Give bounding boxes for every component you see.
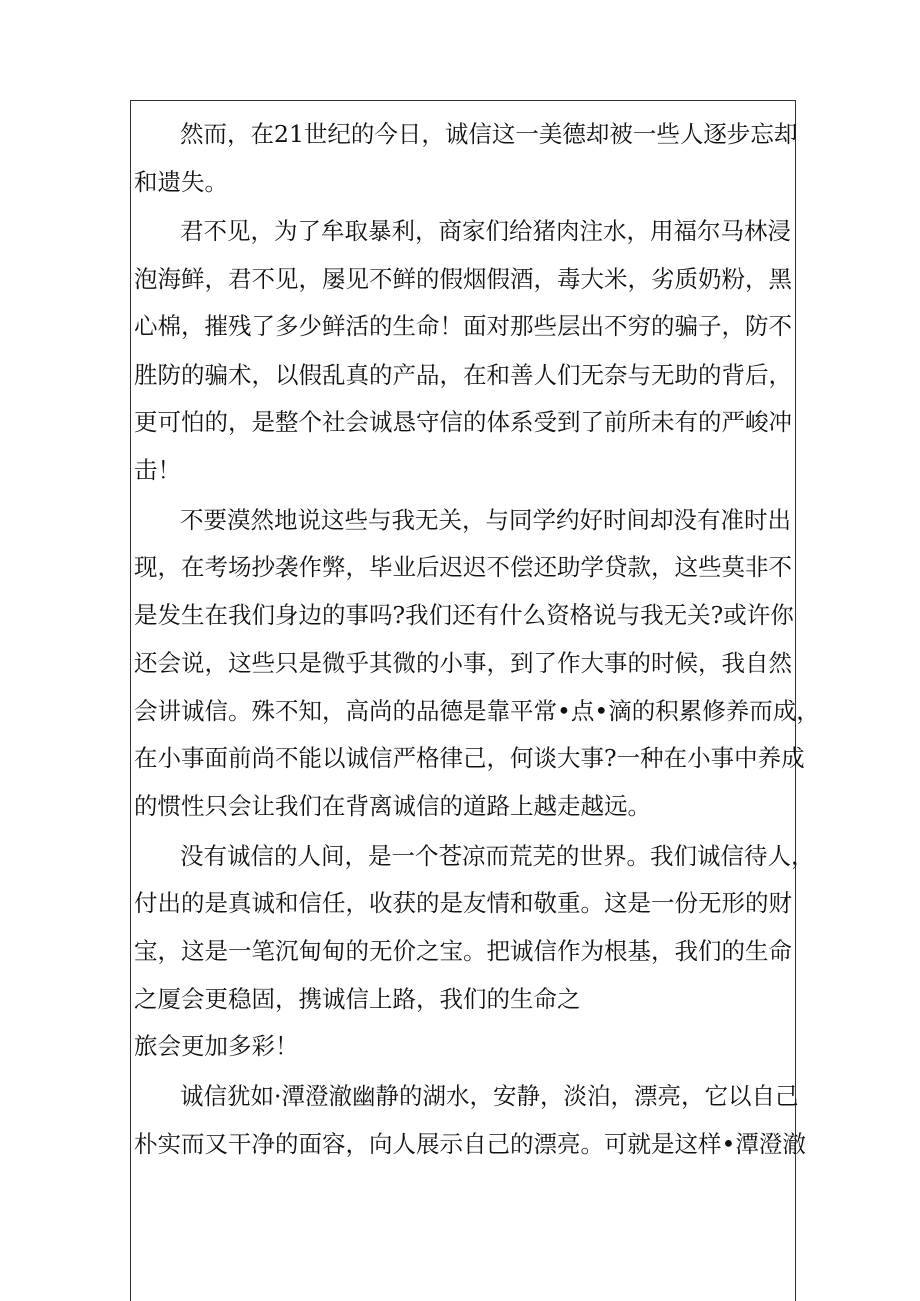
text-line: 泡海鲜，君不见，屡见不鲜的假烟假酒，毒大米，劣质奶粉，黑: [134, 265, 792, 293]
text-line: 然而，在21世纪的今日，诚信这一美德却被一些人逐步忘却: [180, 120, 798, 148]
text-line: 君不见，为了牟取暴利，商家们给猪肉注水，用福尔马林浸: [180, 217, 791, 245]
text-line: 和遗失。: [134, 168, 228, 196]
text-line: 的惯性只会让我们在背离诚信的道路上越走越远。: [134, 792, 651, 820]
text-line: 宝，这是一笔沉甸甸的无价之宝。把诚信作为根基，我们的生命: [134, 937, 792, 965]
text-line: 之厦会更稳固，携诚信上路，我们的生命之: [134, 985, 581, 1013]
text-line: 还会说，这些只是微乎其微的小事，到了作大事的时候，我自然: [134, 649, 792, 677]
text-line: 击！: [134, 456, 181, 484]
text-line: 付出的是真诚和信任，收获的是友情和敬重。这是一份无形的财: [134, 889, 792, 917]
text-line: 朴实而又干净的面容，向人展示自己的漂亮。可就是这样•潭澄澈: [134, 1130, 806, 1158]
text-line: 更可怕的，是整个社会诚恳守信的体系受到了前所未有的严峻冲: [134, 408, 792, 436]
text-line: 胜防的骗术，以假乱真的产品，在和善人们无奈与无助的背后，: [134, 361, 792, 389]
text-line: 现，在考场抄袭作弊，毕业后迟迟不偿还助学贷款，这些莫非不: [134, 553, 792, 581]
text-line: 诚信犹如·潭澄澈幽静的湖水，安静，淡泊，漂亮，它以自己: [180, 1082, 799, 1110]
text-line: 在小事面前尚不能以诚信严格律己，何谈大事?一种在小事中养成: [134, 744, 805, 772]
text-line: 没有诚信的人间，是一个苍凉而荒芜的世界。我们诚信待人，: [180, 842, 815, 870]
text-line: 会讲诚信。殊不知，高尚的品德是靠平常•点•滴的积累修养而成，: [134, 697, 820, 725]
text-line: 心棉，摧残了多少鲜活的生命！面对那些层出不穷的骗子，防不: [134, 312, 792, 340]
text-line: 旅会更加多彩！: [134, 1032, 299, 1060]
text-line: 是发生在我们身边的事吗?我们还有什么资格说与我无关?或许你: [134, 601, 794, 629]
text-line: 不要漠然地说这些与我无关，与同学约好时间却没有准时出: [180, 506, 791, 534]
